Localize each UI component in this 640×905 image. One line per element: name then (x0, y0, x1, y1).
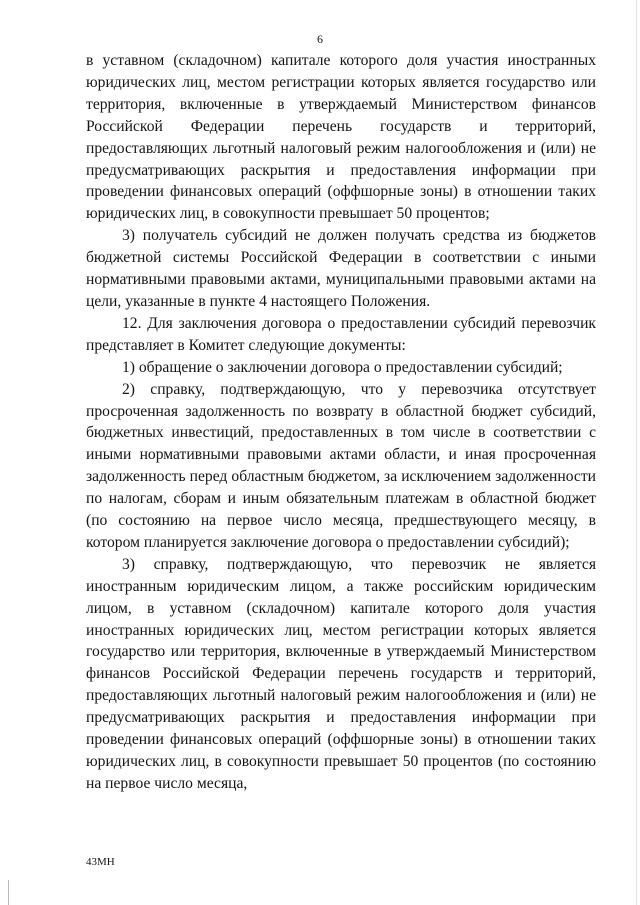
paragraph-item-3-certificate: 3) справку, подтверждающую, что перевозчик не является иностранным юридическим лицом, а также российским юридическим лицом, в уставном (складочном) капитале которого доля участия иностранных юридических лиц, местом регистрации которых является государство или территория, включенные в утверждаемый Министерством финансов Российской Федерации перечень государств и территорий, предоставляющих льготный налоговый режим налогообложения и (или) не предусматривающих раскрытия и предоставления информации при проведении финансовых операций (оффшорные зоны) в отношении таких юридических лиц, в совокупности превышает 50 процентов (по состоянию на первое число месяца, (86, 555, 596, 792)
scan-edge-mark (8, 880, 9, 905)
page-number: 6 (317, 32, 323, 46)
footer-document-code: 43МН (86, 856, 115, 868)
paragraph-continuation: в уставном (складочном) капитале которого доля участия иностранных юридических лиц, местом регистрации которых является государство или территория, включенные в утверждаемый Министерством финансов Российской Федерации перечень государств и территорий, предоставляющих льготный налоговый режим налогообложения и (или) не предусматривающих раскрытия и предоставления информации при проведении финансовых операций (оффшорные зоны) в отношении таких юридических лиц, в совокупности превышает 50 процентов; (86, 52, 596, 223)
paragraph-item-3-recipient: 3) получатель субсидий не должен получать средства из бюджетов бюджетной системы Российской Федерации в соответствии с иными нормативными правовыми актами, муниципальными правовыми актами на цели, указанные в пункте 4 настоящего Положения. (86, 227, 596, 310)
paragraph-item-1-request: 1) обращение о заключении договора о предоставлении субсидий; (122, 358, 563, 376)
scan-edge-line (636, 0, 637, 905)
paragraph-clause-12: 12. Для заключения договора о предоставлении субсидий перевозчик представляет в Комитет следующие документы: (86, 314, 596, 354)
paragraph-item-2-certificate: 2) справку, подтверждающую, что у перевозчика отсутствует просроченная задолженность по возврату в областной бюджет субсидий, бюджетных инвестиций, предоставленных в том числе в соответствии с иными нормативными правовыми актами области, и иная просроченная задолженность перед областным бюджетом, за исключением задолженности по налогам, сборам и иным обязательным платежам в областной бюджет (по состоянию на первое число месяца, предшествующего месяцу, в котором планируется заключение договора о предоставлении субсидий); (86, 380, 596, 551)
document-body (86, 50, 596, 795)
